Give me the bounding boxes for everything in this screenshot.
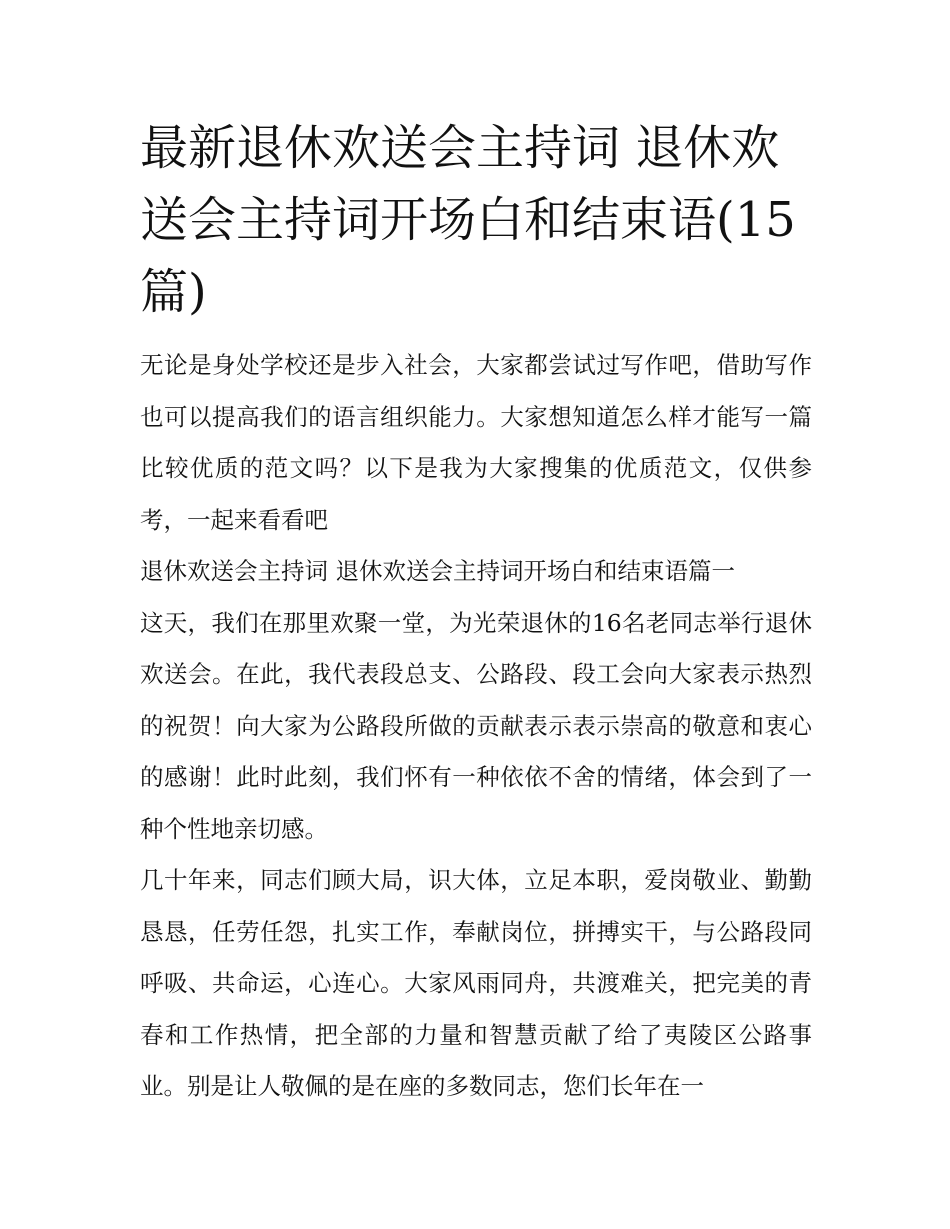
body-paragraph-2: 几十年来，同志们顾大局，识大体，立足本职，爱岗敬业、勤勤恳恳，任劳任怨，扎实工作，奉献岗位，拼搏实干，与公路段同呼吸、共命运，心连心。大家风雨同舟，共渡难关，把完美的青春和工作热情，把全部的力量和智慧贡献了给了夷陵区公路事业。别是让人敬佩的是在座的多数同志，您们长年在一	[140, 866, 812, 1100]
body-paragraph-1: 这天，我们在那里欢聚一堂，为光荣退休的16名老同志举行退休欢送会。在此，我代表段总支、公路段、段工会向大家表示热烈的祝贺！向大家为公路段所做的贡献表示表示崇高的敬意和衷心的感谢！此时此刻，我们怀有一种依依不舍的情绪，体会到了一种个性地亲切感。	[140, 608, 812, 843]
intro-paragraph: 无论是身处学校还是步入社会，大家都尝试过写作吧，借助写作也可以提高我们的语言组织能力。大家想知道怎么样才能写一篇比较优质的范文吗？以下是我为大家搜集的优质范文，仅供参考，一起来看看吧	[140, 351, 812, 534]
document-page	[140, 112, 812, 1113]
document-title: 最新退休欢送会主持词 退休欢送会主持词开场白和结束语(15篇)	[140, 120, 796, 320]
section-heading: 退休欢送会主持词 退休欢送会主持词开场白和结束语篇一	[140, 557, 735, 585]
